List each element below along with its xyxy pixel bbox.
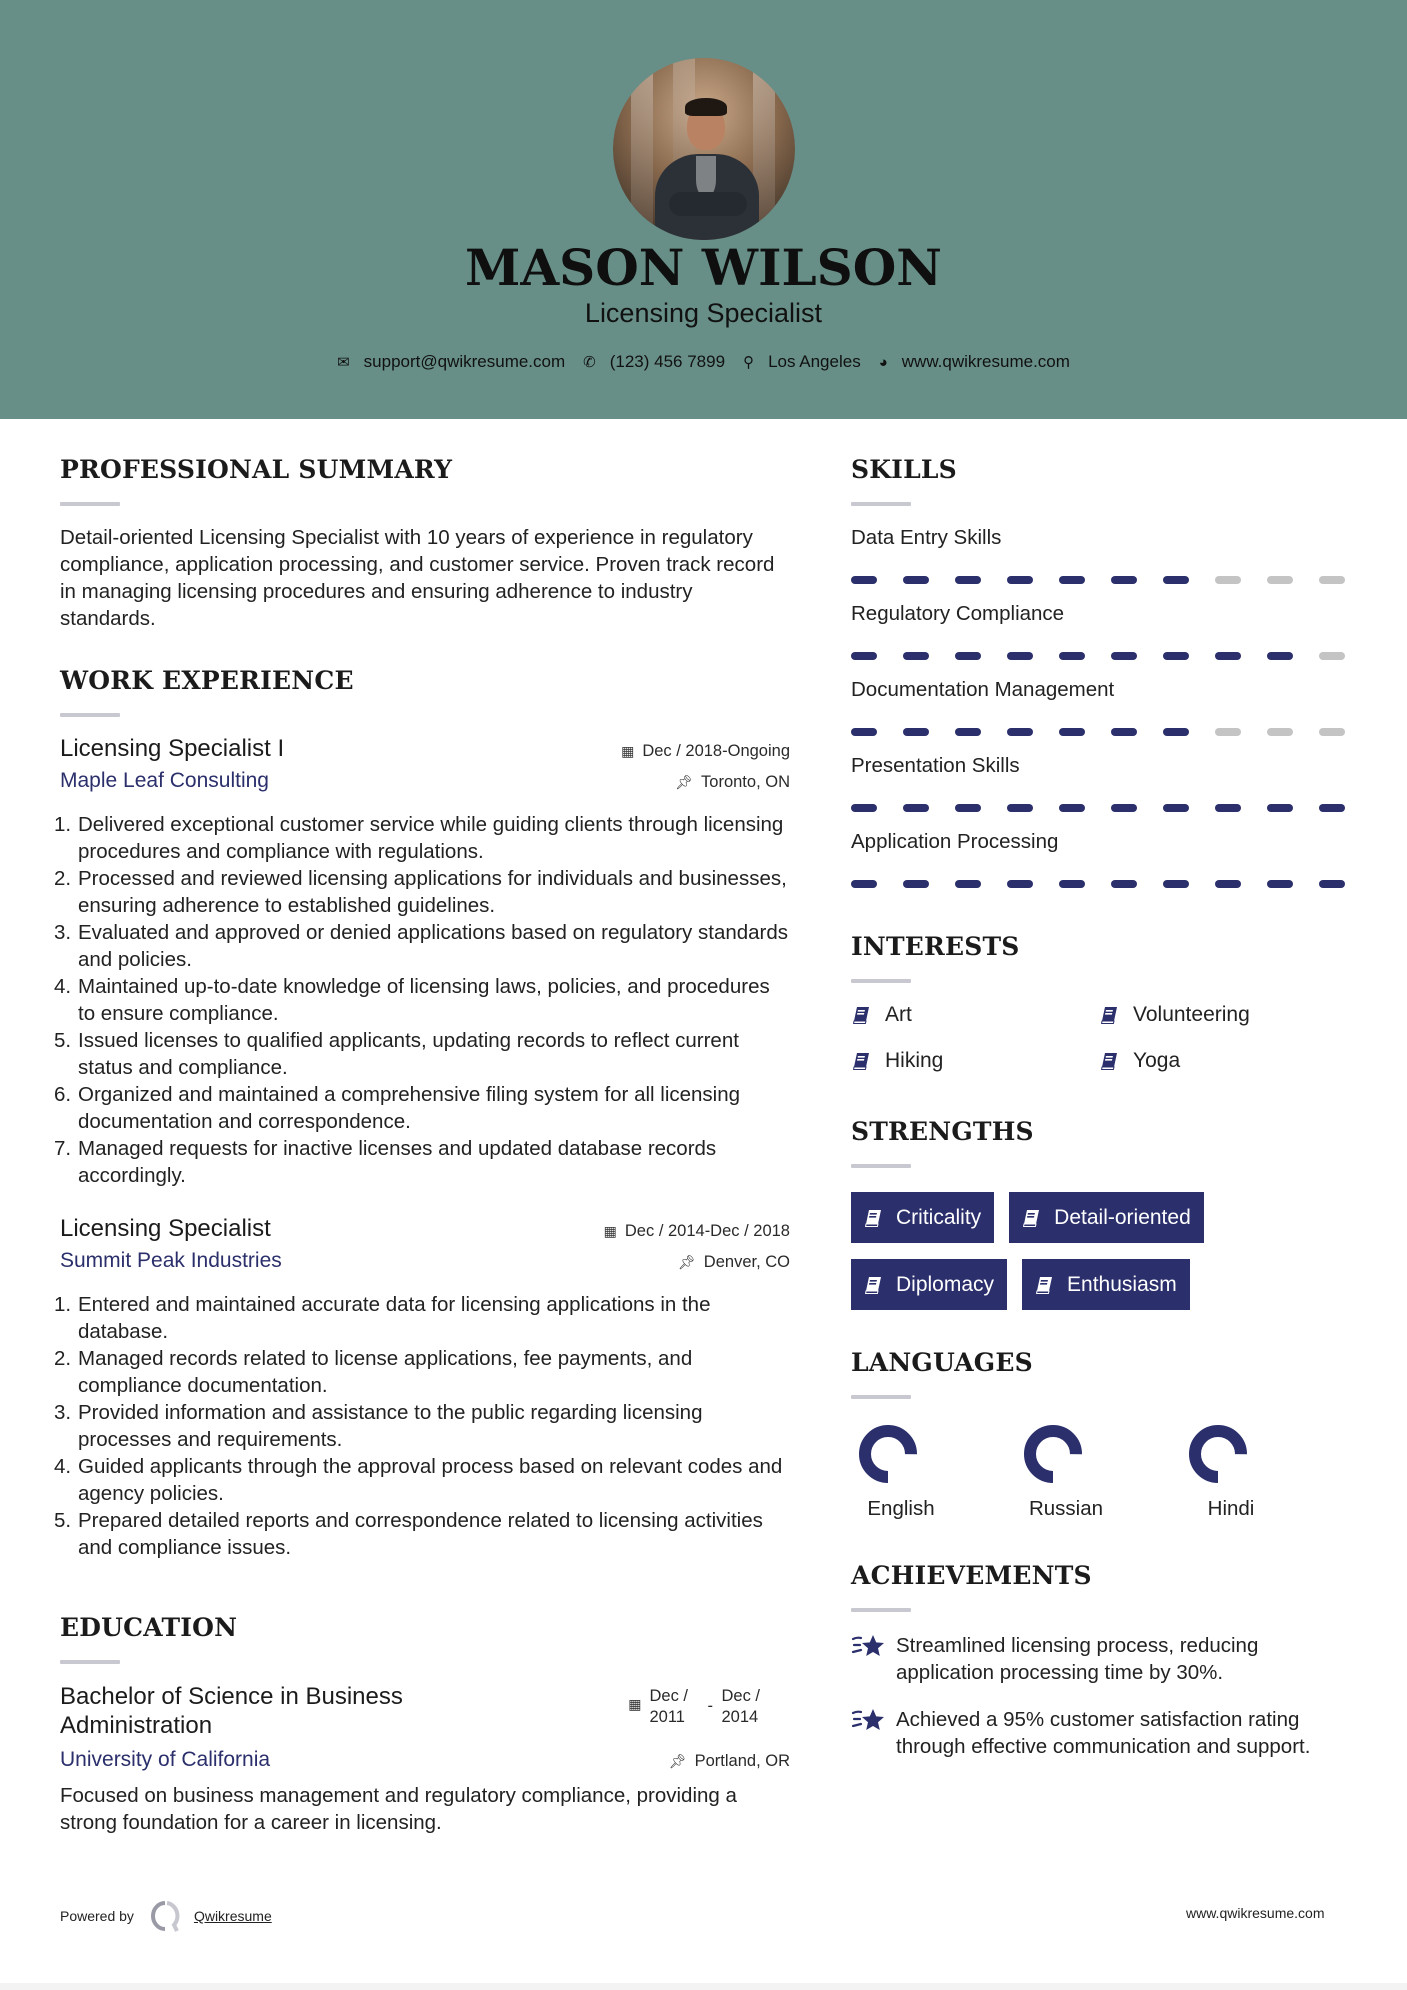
skill-dot: [903, 804, 929, 812]
skill-dot: [1267, 804, 1293, 812]
skill-dot: [903, 576, 929, 584]
section-title: ACHIEVEMENTS: [851, 1561, 1092, 1590]
bullet-item: 1. Entered and maintained accurate data for licensing applications in the database.: [54, 1293, 711, 1343]
skill-dot: [1111, 652, 1137, 660]
skill-level-meter: [851, 728, 1351, 736]
degree-title: Bachelor of Science in Business Administration: [60, 1683, 403, 1739]
skill-dot: [851, 880, 877, 888]
bullet-item: 3. Evaluated and approved or denied applications based on regulatory standards and policies.: [54, 921, 789, 971]
page-bottom-edge: [0, 1983, 1407, 1990]
skill-level-meter: [851, 576, 1351, 584]
skill-dot: [1007, 652, 1033, 660]
skill-dot: [955, 576, 981, 584]
interests-grid: [851, 1003, 1351, 1073]
skill-dot: [1319, 576, 1345, 584]
section-divider: [851, 502, 911, 506]
languages-section: [851, 1348, 1351, 1521]
book-icon: [1034, 1275, 1054, 1295]
skill-level-meter: [851, 652, 1351, 660]
skill-dot: [1163, 576, 1189, 584]
achievement-item: Streamlined licensing process, reducing application processing time by 30%.: [851, 1632, 1351, 1686]
skill-dot: [1059, 576, 1085, 584]
skill-dot: [955, 728, 981, 736]
section-divider: [60, 713, 120, 717]
section-divider: [851, 1164, 911, 1168]
skill-dot: [1111, 728, 1137, 736]
calendar-icon: ▦: [621, 743, 635, 759]
skill-dot: [1163, 880, 1189, 888]
skill-level-meter: [851, 804, 1351, 812]
achievements-section: [851, 1561, 1351, 1760]
strength-tag: Detail-oriented: [1009, 1192, 1204, 1243]
skill-dot: [1163, 652, 1189, 660]
skill-dot: [1215, 880, 1241, 888]
bullet-item: 3. Provided information and assistance to the public regarding licensing processes and requirements.: [54, 1401, 703, 1451]
calendar-icon: ▦: [628, 1696, 642, 1712]
summary-section: [60, 455, 790, 632]
education-section: [60, 1613, 790, 1836]
globe-icon: ◕: [878, 353, 888, 371]
skill-dot: [1215, 652, 1241, 660]
job-entry: [54, 735, 790, 1189]
skill-name: Application Processing: [851, 830, 1059, 853]
job-entry: [54, 1215, 790, 1561]
contact-phone-text: (123) 456 7899: [609, 352, 726, 371]
job-location-text: Denver, CO: [703, 1253, 790, 1271]
language-name: Russian: [1028, 1497, 1104, 1520]
job-title: Licensing Specialist: [60, 1215, 271, 1242]
resume-header: [0, 0, 1407, 419]
contact-location: [743, 352, 861, 372]
school-location: 📌︎ Portland, OR: [668, 1752, 790, 1770]
interest-item: Hiking: [851, 1049, 1099, 1073]
skill-dot: [1215, 576, 1241, 584]
skill-dot: [955, 804, 981, 812]
strengths-tags: [851, 1192, 1271, 1310]
bullet-item: 6. Organized and maintained a comprehensive filing system for all licensing documentation and correspondence.: [54, 1083, 741, 1133]
book-icon: [851, 1005, 871, 1025]
skill-dot: [1319, 804, 1345, 812]
skill-dot: [1163, 728, 1189, 736]
skill-dot: [955, 652, 981, 660]
qwikresume-logo-icon: [150, 1900, 180, 1932]
skill-dot: [851, 652, 877, 660]
section-divider: [60, 1660, 120, 1664]
qwikresume-link[interactable]: Qwikresume: [193, 1908, 272, 1924]
job-bullets: [54, 811, 790, 1189]
right-column: [851, 455, 1351, 1760]
section-title: SKILLS: [851, 455, 957, 484]
job-bullets: [54, 1291, 790, 1561]
job-location: [675, 773, 790, 792]
section-divider: [851, 1608, 911, 1612]
book-icon: [863, 1275, 883, 1295]
languages-list: [851, 1423, 1351, 1521]
contact-bar: [0, 352, 1407, 372]
strength-tag: Criticality: [851, 1192, 994, 1243]
language-name: Hindi: [1207, 1497, 1255, 1520]
skill-dot: [1319, 728, 1345, 736]
job-location: [678, 1253, 790, 1272]
section-title: PROFESSIONAL SUMMARY: [60, 455, 453, 484]
summary-text: Detail-oriented Licensing Specialist with 10 years of experience in regulatory compliance, application processing, and customer service. Proven track record in managing licensing procedures and ensuring adherence to industry standards.: [60, 526, 775, 630]
skill-dot: [955, 880, 981, 888]
left-column: [54, 455, 790, 1836]
footer-website[interactable]: www.qwikresume.com: [1186, 1905, 1325, 1921]
company-name: Maple Leaf Consulting: [60, 769, 269, 792]
interests-section: [851, 932, 1351, 1073]
language-level-ring-icon: [857, 1423, 919, 1485]
section-divider: [851, 1395, 911, 1399]
skill-dot: [1007, 576, 1033, 584]
calendar-icon: ▦: [603, 1223, 617, 1239]
strength-tag: Enthusiasm: [1022, 1259, 1190, 1310]
skill-dot: [1319, 652, 1345, 660]
bullet-item: 5. Issued licenses to qualified applicants, updating records to reflect current status and compliance.: [54, 1029, 739, 1079]
skill-dot: [1267, 652, 1293, 660]
skill-dot: [851, 576, 877, 584]
skill-name: Presentation Skills: [851, 754, 1020, 777]
strengths-section: [851, 1117, 1351, 1310]
skill-dot: [1111, 576, 1137, 584]
book-icon: [863, 1208, 883, 1228]
skill-dot: [1059, 804, 1085, 812]
pushpin-icon: 📌︎: [675, 774, 694, 790]
section-divider: [851, 979, 911, 983]
phone-icon: ✆: [583, 353, 596, 371]
profile-photo: [613, 58, 795, 240]
star-icon: [851, 1632, 887, 1662]
skill-dot: [851, 804, 877, 812]
language-level-ring-icon: [1187, 1423, 1249, 1485]
skills-section: [851, 455, 1351, 888]
footer-powered-by: [60, 1900, 272, 1932]
job-location-text: Toronto, ON: [701, 773, 790, 791]
education-dates: ▦ Dec / 2011 - Dec / 2014: [628, 1687, 760, 1726]
contact-website-text: www.qwikresume.com: [901, 352, 1070, 371]
language-name: English: [867, 1497, 935, 1520]
skill-name: Regulatory Compliance: [851, 602, 1065, 625]
bullet-item: 4. Maintained up-to-date knowledge of licensing laws, policies, and procedures to ensure compliance.: [54, 975, 770, 1025]
bullet-item: 4. Guided applicants through the approval process based on relevant codes and agency policies.: [54, 1455, 783, 1505]
pushpin-icon: 📌︎: [678, 1254, 696, 1270]
language-item: [1016, 1423, 1181, 1521]
skill-name: Data Entry Skills: [851, 526, 1002, 549]
skill-dot: [1059, 652, 1085, 660]
contact-website[interactable]: [879, 352, 1070, 372]
skill-dot: [1111, 804, 1137, 812]
skill-dot: [903, 652, 929, 660]
contact-phone[interactable]: [583, 352, 725, 372]
school-name: University of California: [60, 1748, 271, 1771]
bullet-item: 2. Managed records related to license applications, fee payments, and compliance documentation.: [54, 1347, 693, 1397]
star-icon: [851, 1706, 887, 1736]
bullet-item: 1. Delivered exceptional customer service while guiding clients through licensing procedures and compliance with regulations.: [54, 813, 784, 863]
bullet-item: 7. Managed requests for inactive licenses and updated database records accordingly.: [54, 1137, 717, 1187]
section-divider: [60, 502, 120, 506]
language-level-ring-icon: [1022, 1423, 1084, 1485]
map-pin-icon: ⚲: [743, 353, 755, 371]
skill-dot: [1059, 880, 1085, 888]
company-name: Summit Peak Industries: [60, 1249, 282, 1272]
skill-dot: [1007, 880, 1033, 888]
job-dates: [604, 1222, 790, 1241]
section-title: LANGUAGES: [851, 1348, 1033, 1377]
contact-email[interactable]: [337, 352, 565, 372]
section-title: EDUCATION: [60, 1613, 238, 1642]
job-dates-text: Dec / 2014-Dec / 2018: [624, 1222, 790, 1240]
skill-dot: [1267, 880, 1293, 888]
skill-level-meter: [851, 880, 1351, 888]
skill-dot: [1007, 728, 1033, 736]
skill-dot: [1215, 804, 1241, 812]
skill-dot: [1059, 728, 1085, 736]
skill-dot: [1111, 880, 1137, 888]
skill-dot: [1007, 804, 1033, 812]
education-description: Focused on business management and regulatory compliance, providing a strong foundation for a career in licensing.: [60, 1784, 737, 1834]
contact-email-text: support@qwikresume.com: [363, 352, 566, 371]
powered-by-label: Powered by: [60, 1908, 134, 1924]
contact-location-text: Los Angeles: [768, 352, 861, 371]
skill-dot: [1215, 728, 1241, 736]
bullet-item: 5. Prepared detailed reports and correspondence related to licensing activities and compliance issues.: [54, 1509, 763, 1559]
skill-dot: [851, 728, 877, 736]
book-icon: [1099, 1005, 1119, 1025]
bullet-item: 2. Processed and reviewed licensing applications for individuals and businesses, ensuring adherence to established guidelines.: [54, 867, 787, 917]
interest-item: Volunteering: [1099, 1003, 1347, 1027]
language-item: [1181, 1423, 1346, 1521]
pushpin-icon: 📌︎: [668, 1753, 687, 1769]
skill-dot: [1163, 804, 1189, 812]
skill-dot: [1267, 728, 1293, 736]
language-item: [851, 1423, 1016, 1521]
skill-dot: [1267, 576, 1293, 584]
strength-tag: Diplomacy: [851, 1259, 1007, 1310]
achievement-item: Achieved a 95% customer satisfaction rating through effective communication and support.: [851, 1706, 1351, 1760]
skill-dot: [903, 880, 929, 888]
interest-item: Yoga: [1099, 1049, 1347, 1073]
section-title: INTERESTS: [851, 932, 1020, 961]
candidate-role: Licensing Specialist: [584, 298, 823, 328]
section-title: STRENGTHS: [851, 1117, 1034, 1146]
skill-dot: [1319, 880, 1345, 888]
skills-list: [851, 526, 1351, 888]
job-title: Licensing Specialist I: [60, 735, 285, 762]
experience-section: [54, 666, 790, 1561]
job-dates: [621, 742, 790, 761]
interest-item: Art: [851, 1003, 1099, 1027]
book-icon: [1021, 1208, 1041, 1228]
skill-name: Documentation Management: [851, 678, 1115, 701]
candidate-name: MASON WILSON: [465, 238, 942, 297]
book-icon: [1099, 1051, 1119, 1071]
section-title: WORK EXPERIENCE: [60, 666, 354, 695]
envelope-icon: ✉: [337, 353, 350, 371]
skill-dot: [903, 728, 929, 736]
book-icon: [851, 1051, 871, 1071]
job-dates-text: Dec / 2018-Ongoing: [642, 742, 790, 760]
